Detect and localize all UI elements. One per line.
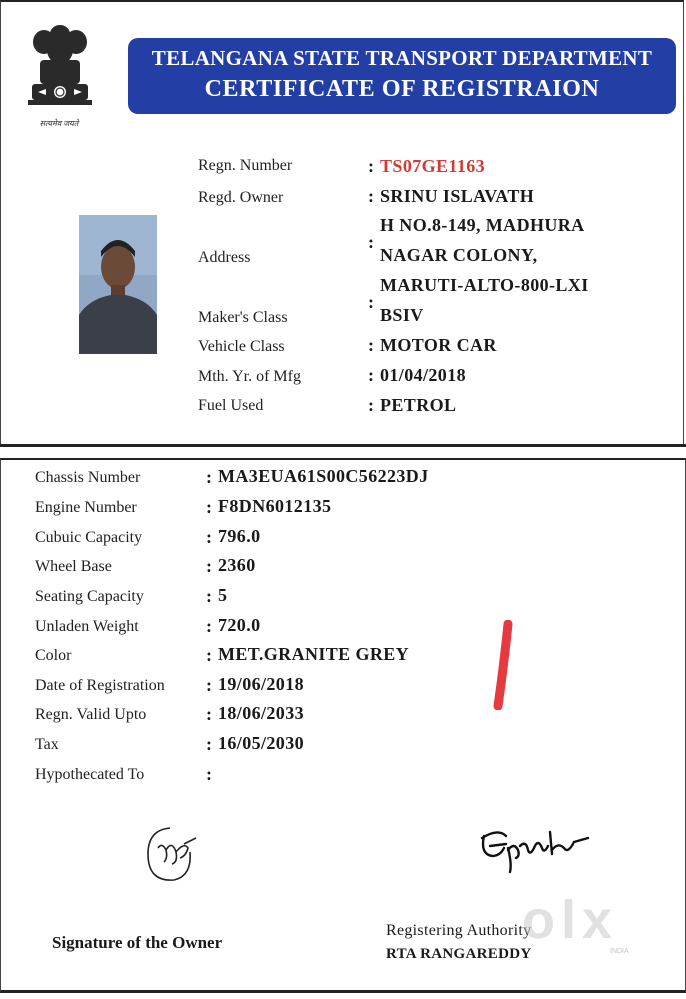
olx-watermark-text: olx xyxy=(522,890,619,950)
section-divider xyxy=(0,444,686,447)
makers-class-label: Maker's Class xyxy=(198,309,288,326)
seating-capacity-label: Seating Capacity xyxy=(35,588,144,605)
registering-authority-label: Registering Authority xyxy=(386,922,532,939)
owner-value: SRINU ISLAVATH xyxy=(380,186,535,206)
mfg-label: Mth. Yr. of Mfg xyxy=(198,368,301,385)
fuel-label: Fuel Used xyxy=(198,397,264,414)
unladen-weight-colon: : xyxy=(206,616,212,636)
engine-number-label: Engine Number xyxy=(35,499,137,516)
cubuic-capacity-colon: : xyxy=(206,527,212,547)
color-value: MET.GRANITE GREY xyxy=(218,644,410,664)
state-emblem-icon xyxy=(24,22,96,122)
fuel-value: PETROL xyxy=(380,395,457,415)
regn-valid-upto-colon: : xyxy=(206,704,212,724)
color-label: Color xyxy=(35,647,72,664)
owner-photo-image xyxy=(79,215,157,354)
vehicle-class-value: MOTOR CAR xyxy=(380,335,497,355)
chassis-number-colon: : xyxy=(206,467,212,487)
date-of-registration-value: 19/06/2018 xyxy=(218,674,305,694)
olx-watermark xyxy=(522,892,652,962)
tax-label: Tax xyxy=(35,736,59,753)
tax-colon: : xyxy=(206,734,212,754)
engine-number-value: F8DN6012135 xyxy=(218,496,332,516)
engine-number-colon: : xyxy=(206,497,212,517)
emblem-motto: सत्यमेव जयते xyxy=(39,119,79,128)
address-line-2: NAGAR COLONY, xyxy=(380,245,538,265)
address-line-1: H NO.8-149, MADHURA xyxy=(380,215,585,235)
department-title: TELANGANA STATE TRANSPORT DEPARTMENT xyxy=(151,46,653,70)
owner-signature-label: Signature of the Owner xyxy=(52,933,223,952)
wheel-base-label: Wheel Base xyxy=(35,558,112,575)
hypothecated-to-colon: : xyxy=(206,764,212,784)
mfg-colon: : xyxy=(368,365,374,385)
wheel-base-colon: : xyxy=(206,556,212,576)
makers-class-colon: : xyxy=(368,292,374,312)
owner-label: Regd. Owner xyxy=(198,189,284,206)
color-colon: : xyxy=(206,645,212,665)
regn-number-value: TS07GE1163 xyxy=(380,156,486,176)
cubuic-capacity-label: Cubuic Capacity xyxy=(35,529,143,546)
owner-colon: : xyxy=(368,186,374,206)
makers-class-line-2: BSIV xyxy=(380,305,424,325)
seating-capacity-colon: : xyxy=(206,586,212,606)
vehicle-class-colon: : xyxy=(368,335,374,355)
date-of-registration-colon: : xyxy=(206,675,212,695)
certificate-title: CERTIFICATE OF REGISTRAION xyxy=(204,76,600,102)
header-banner xyxy=(128,38,676,114)
date-of-registration-label: Date of Registration xyxy=(35,677,165,694)
regn-valid-upto-value: 18/06/2033 xyxy=(218,703,305,723)
hypothecated-to-label: Hypothecated To xyxy=(35,766,145,783)
unladen-weight-label: Unladen Weight xyxy=(35,618,139,635)
mfg-value: 01/04/2018 xyxy=(380,365,467,385)
regn-number-label: Regn. Number xyxy=(198,157,293,174)
unladen-weight-value: 720.0 xyxy=(218,615,261,635)
authority-signature xyxy=(478,826,598,876)
fuel-colon: : xyxy=(368,395,374,415)
address-label: Address xyxy=(198,249,251,266)
regn-number-colon: : xyxy=(368,156,374,176)
makers-class-line-1: MARUTI-ALTO-800-LXI xyxy=(380,275,589,295)
owner-signature xyxy=(140,822,202,888)
chassis-number-value: MA3EUA61S00C56223DJ xyxy=(218,466,429,486)
tax-value: 16/05/2030 xyxy=(218,733,305,753)
vehicle-class-label: Vehicle Class xyxy=(198,338,285,355)
seating-capacity-value: 5 xyxy=(218,585,228,605)
red-pen-mark xyxy=(492,620,514,710)
regn-valid-upto-label: Regn. Valid Upto xyxy=(35,706,147,723)
rta-name: RTA RANGAREDDY xyxy=(386,946,532,962)
cubuic-capacity-value: 796.0 xyxy=(218,526,261,546)
address-colon: : xyxy=(368,232,374,252)
wheel-base-value: 2360 xyxy=(218,555,256,575)
olx-watermark-sub: INDIA xyxy=(610,948,629,955)
chassis-number-label: Chassis Number xyxy=(35,469,141,486)
owner-photo xyxy=(79,215,157,354)
